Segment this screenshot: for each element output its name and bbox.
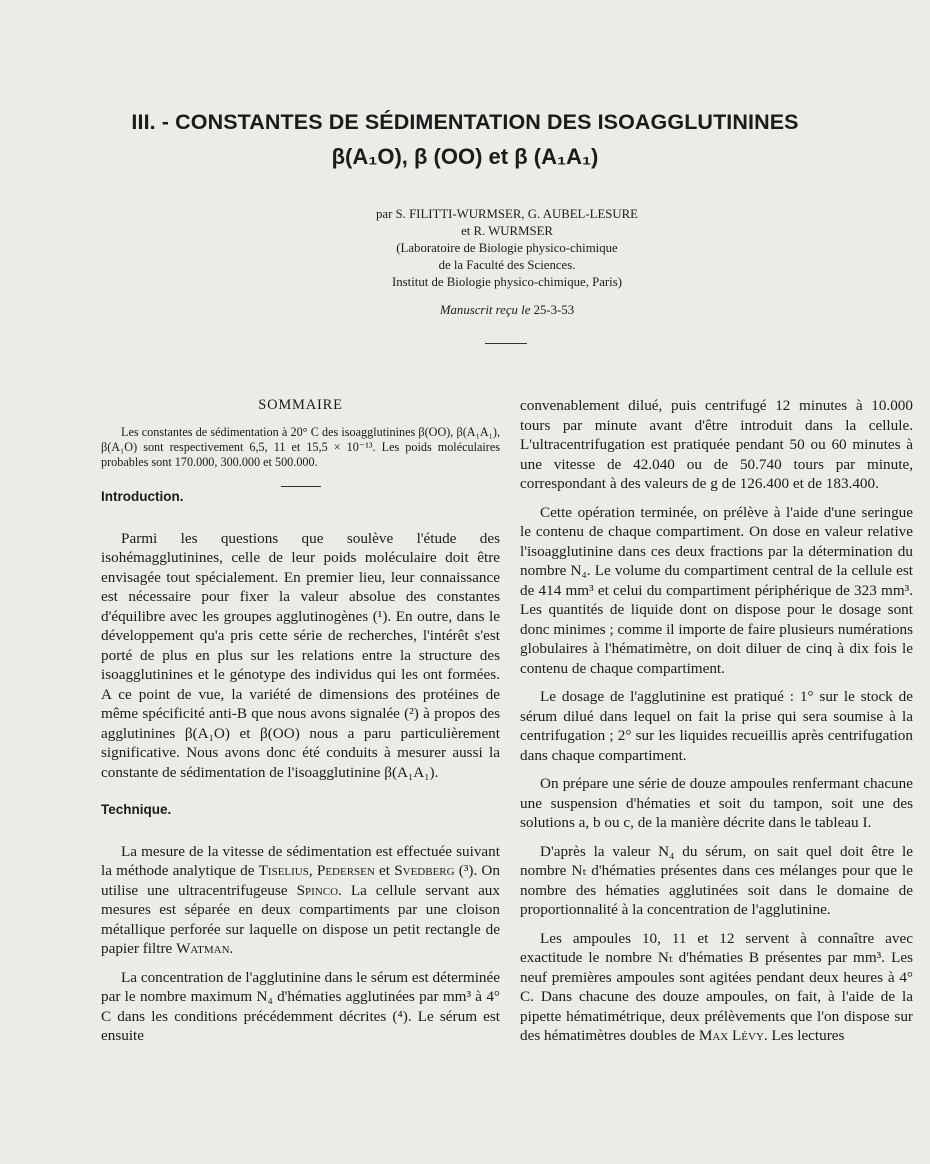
- technique-heading: Technique.: [101, 802, 172, 818]
- authors-line-2: et R. WURMSER: [461, 224, 553, 238]
- affiliation-line-2: de la Faculté des Sciences.: [438, 258, 576, 272]
- author-name-svedberg: Svedberg: [394, 862, 455, 880]
- received-label: Manuscrit reçu le: [439, 303, 531, 317]
- right-paragraph-4: On prépare une série de douze ampoules renfermant chacune une suspension d'hématies et soit du tampon, soit une des solutions a, b ou c, de la manière décrite dans le tableau I.: [520, 775, 913, 831]
- text-run: Les ampoules 10, 11 et 12 servent à connaître avec exactitude le nombre Nₜ d'hématies B présentes par mm³. Les neuf premières ampoules sont agitées pendant deux heures à 4° C. Dans chacune des douze ampoules, on fait, à l'aide de la pipette hématimétrique, deux prélèvements que l'on dispose sur des hématimètres doubles de: [520, 929, 913, 1044]
- sommaire-heading: SOMMAIRE: [258, 397, 343, 413]
- author-name-pedersen: Pedersen: [316, 862, 375, 880]
- text-run: . Les lectures: [763, 1027, 845, 1044]
- right-column: [520, 396, 913, 1046]
- text-run: (³). On utilise une ultracentrifugeuse: [101, 862, 500, 899]
- right-paragraph-6: [520, 929, 913, 1046]
- byline: [0, 206, 930, 319]
- article-title: III. - CONSTANTES DE SÉDIMENTATION DES ISOAGGLUTININES: [131, 110, 799, 134]
- author-name-levy: Max Lévy: [698, 1027, 764, 1044]
- affiliation-line-1: (Laboratoire de Biologie physico-chimique: [396, 241, 618, 255]
- received-date: [0, 302, 930, 319]
- authors: par S. FILITTI-WURMSER, G. AUBEL-LESURE: [376, 207, 638, 221]
- text-run: .: [229, 940, 234, 958]
- text-run: . La cellule servant aux mesures est séparée en deux compartiments par une cloison métallique perforée sur laquelle on dispose un petit rectangle de papier filtre: [101, 881, 500, 958]
- sommaire-text: Les constantes de sédimentation à 20° C des isoagglutinines β(OO), β(A₁A₁), β(A₁O) sont respectivement 6,5, 11 et 15,5 × 10⁻¹³. Les poids moléculaires probables sont 170.000, 300.000 et 500.000.: [101, 424, 500, 470]
- received-date-value: 25-3-53: [533, 303, 575, 317]
- text-run: et: [374, 862, 395, 880]
- left-column: [101, 396, 500, 1046]
- brand-watman: Watman: [176, 940, 230, 958]
- affiliation-line-3: Institut de Biologie physico-chimique, Paris): [392, 275, 622, 289]
- right-paragraph-3: Le dosage de l'agglutinine est pratiqué : 1° sur le stock de sérum dilué dans lequel on fait la prise qui sera soumise à la centrifugation ; 2° sur les liquides recueillis après centrifugation dans chaque compartiment.: [520, 688, 913, 764]
- title-divider: [485, 343, 527, 344]
- technique-paragraph-1: [101, 842, 500, 959]
- article-subtitle: β(A₁O), β (OO) et β (A₁A₁): [331, 144, 599, 169]
- author-name-tiselius: Tiselius: [258, 862, 309, 880]
- introduction-heading: Introduction.: [101, 489, 184, 505]
- right-paragraph-2: Cette opération terminée, on prélève à l'aide d'une seringue le contenu de chaque compartiment. On dose en valeur relative l'isoagglutinine dans ces deux fractions par la détermination du nombre N₄. Le volume du compartiment central de la cellule est de 414 mm³ et celui du compartiment périphérique de 323 mm³. Les quantités de liquide dont on dispose pour le dosage sont donc minimes ; comme il importe de faire plusieurs numérations globulaires à l'hématimètre, on doit diluer de cinq à dix fois le contenu de chaque compartiment.: [520, 503, 913, 677]
- text-run: ,: [308, 862, 317, 880]
- technique-paragraph-2: La concentration de l'agglutinine dans le sérum est déterminée par le nombre maximum N₄ d'hématies agglutinées par mm³ à 4° C dans les conditions précédemment décrites (⁴). Le sérum est ensuite: [101, 968, 500, 1045]
- text-run: La mesure de la vitesse de sédimentation est effectuée suivant la méthode analytique de: [101, 842, 500, 880]
- introduction-paragraph-1: Parmi les questions que soulève l'étude des isohémagglutinines, celle de leur poids moléculaire doit être envisagée tout spécialement. En premier lieu, leur connaissance est nécessaire pour fixer la valeur absolue des constantes d'équilibre avec les groupes agglutinogènes (¹). En outre, dans le développement qu'a pris cette série de recherches, l'intérêt s'est porté de plus en plus sur les relations entre la structure des isoagglutinines et le génotype des individus qui les ont formées. A ce point de vue, la variété de dimensions des protéines de même spécificité anti-B que nous avons signalée (²) à propos des agglutinines β(A₁O) et β(OO) nous a paru particulièrement significative. Nous avons donc été conduits à mesurer aussi la constante de sédimentation de l'isoagglutinine β(A₁A₁).: [101, 529, 500, 781]
- right-paragraph-5: D'après la valeur N₄ du sérum, on sait quel doit être le nombre Nₜ d'hématies présentes dans ces mélanges pour que le nombre des hématies agglutinées soit dans le domaine de proportionnalité à la concentration de l'agglutinine.: [520, 842, 913, 918]
- brand-spinco: Spinco: [296, 881, 339, 899]
- right-paragraph-1: convenablement dilué, puis centrifugé 12 minutes à 10.000 tours par minute avant d'être introduit dans la cellule. L'ultracentrifugation est pratiquée pendant 50 ou 60 minutes à une vitesse de 42.040 ou de 50.740 tours par minute, correspondant à des valeurs de g de 126.400 et de 183.400.: [520, 397, 913, 492]
